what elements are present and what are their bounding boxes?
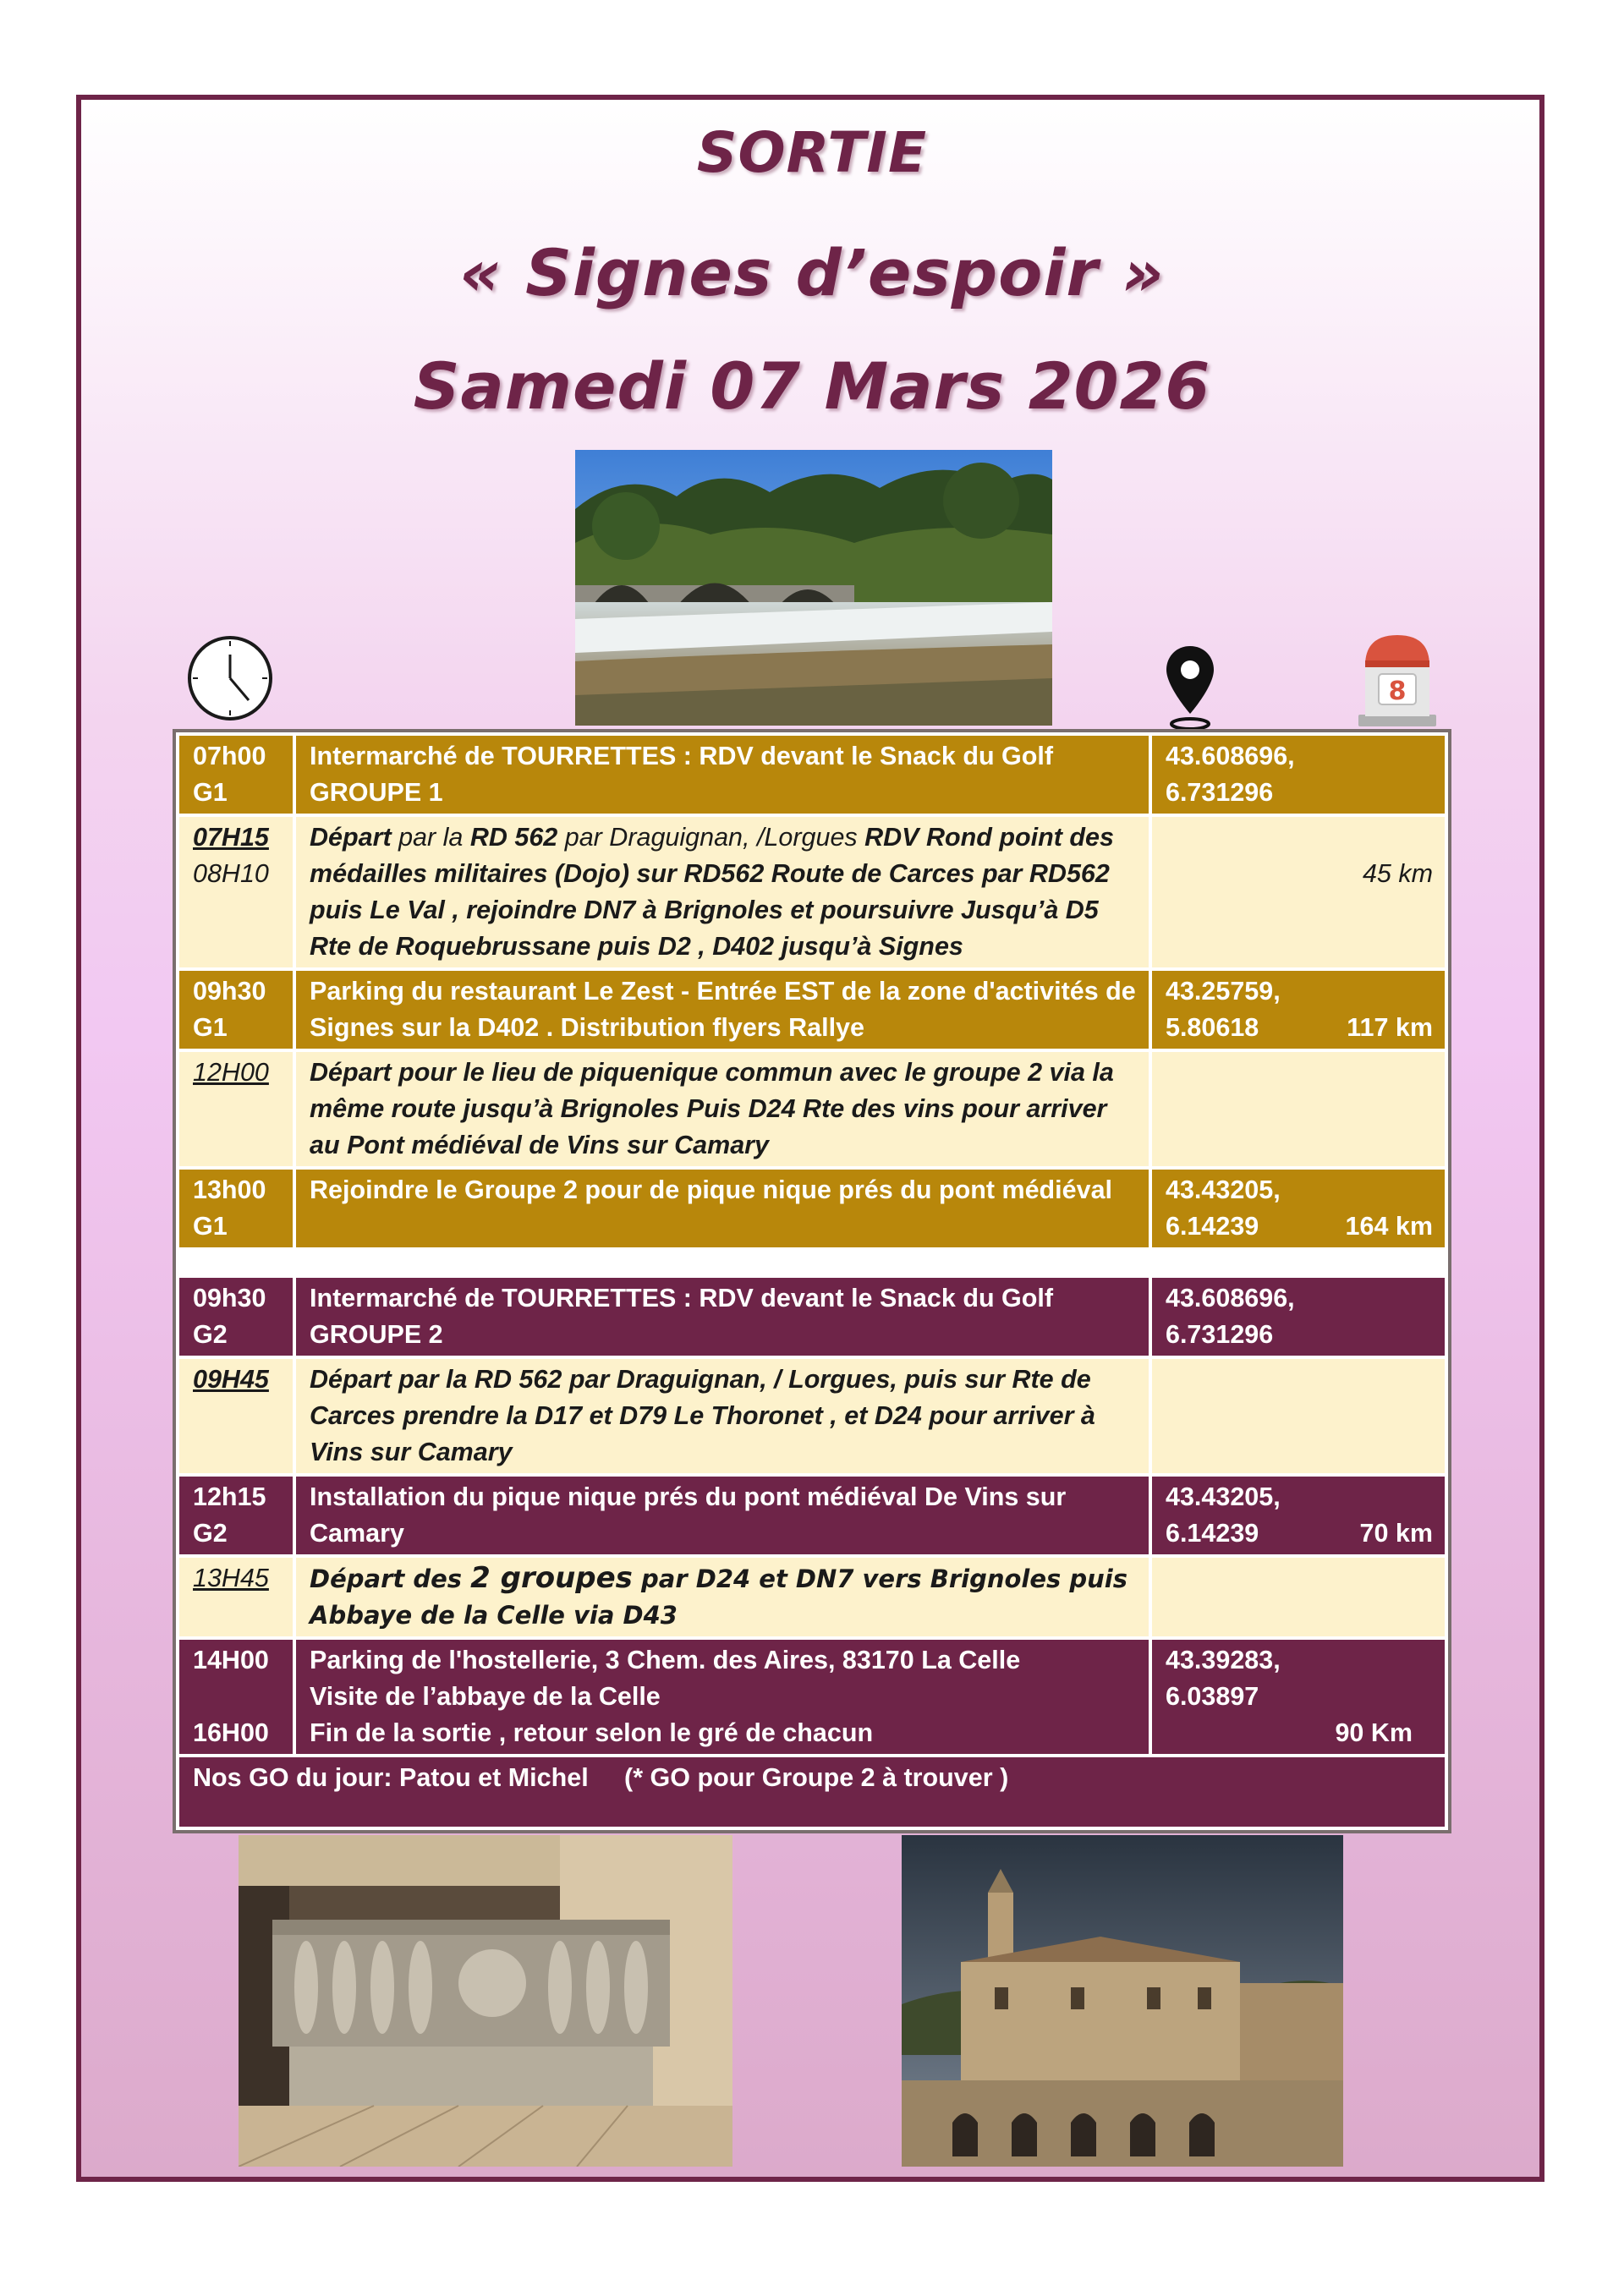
title-event-name: « Signes d’espoir » — [459, 235, 1165, 310]
coords-cell — [1150, 1638, 1446, 1756]
text-rd562: RD 562 — [469, 823, 558, 852]
description-line: Intermarché de TOURRETTES : RDV devant le Snack du Golf — [310, 1284, 1054, 1312]
time-cell — [178, 969, 294, 1050]
description-cell: Départ par la RD 562 par Draguignan, / Lorgues, puis sur Rte de Carces prendre la D17 et D79 Le Thoronet , et D24 pour arriver à Vins sur Camary — [294, 1357, 1150, 1475]
latitude: 43.43205, — [1166, 1482, 1281, 1511]
coords-cell — [1150, 1168, 1446, 1249]
time-cell — [178, 1475, 294, 1556]
description-line: Fin de la sortie , retour selon le gré de chacun — [310, 1718, 874, 1747]
table-row — [178, 1357, 1446, 1475]
time-value: 12H00 — [193, 1058, 269, 1087]
time-cell — [178, 1050, 294, 1168]
description-cell — [294, 1556, 1150, 1638]
time-value: 13h00 — [193, 1175, 266, 1204]
table-row — [178, 1638, 1446, 1756]
schedule-table — [176, 732, 1448, 1830]
latitude: 43.43205, — [1166, 1175, 1281, 1204]
description-cell: Rejoindre le Groupe 2 pour de pique nique prés du pont médiéval — [294, 1168, 1150, 1249]
title-sortie: SORTIE — [696, 120, 928, 185]
distance: 45 km — [1362, 859, 1433, 888]
time-cell — [178, 734, 294, 815]
time-value: 09h30 — [193, 1284, 266, 1312]
map-pin-icon — [1163, 643, 1217, 732]
abbey-photo — [902, 1835, 1343, 2167]
text-route: RDV Rond point des médailles militaires (Dojo) sur RD562 Route de Carces par RD562 puis Le Val , rejoindre DN7 à Brignoles et poursuivre Jusqu’à D5 Rte de Roquebrussane puis D2 , D402 jusqu’à Signes — [310, 823, 1114, 961]
text-route: par D24 et DN7 vers Brignoles puis Abbaye de la Celle via D43 — [310, 1564, 1128, 1630]
text-depart-des: Départ des — [310, 1564, 471, 1593]
distance: 117 km — [1347, 1013, 1433, 1042]
description-line: GROUPE 2 — [310, 1320, 443, 1349]
group-label: G1 — [193, 1212, 228, 1241]
time-value: 12h15 — [193, 1482, 266, 1511]
latitude: 43.39283, — [1166, 1646, 1281, 1674]
latitude: 43.25759, — [1166, 977, 1281, 1006]
blank-line — [193, 1679, 281, 1715]
longitude: 6.14239 — [1166, 1519, 1259, 1548]
table-row — [178, 969, 1446, 1050]
table-spacer — [178, 1249, 1446, 1276]
time-value: 09h30 — [193, 977, 266, 1006]
description-line: Intermarché de TOURRETTES : RDV devant le Snack du Golf — [310, 742, 1054, 770]
description-cell — [294, 815, 1150, 969]
latitude: 43.608696, — [1166, 742, 1295, 770]
table-row — [178, 1276, 1446, 1357]
distance: 70 km — [1359, 1519, 1433, 1548]
text-par: par Draguignan, /Lorgues — [557, 823, 865, 852]
time-value: 07H15 — [193, 823, 269, 852]
longitude: 6.731296 — [1166, 778, 1274, 807]
milestone-number: 8 — [1388, 677, 1407, 706]
description-line: GROUPE 1 — [310, 778, 443, 807]
time-cell — [178, 1276, 294, 1357]
sarcophagus-photo — [239, 1835, 732, 2167]
time-cell — [178, 1556, 294, 1638]
description-cell: Départ pour le lieu de piquenique commun avec le groupe 2 via la même route jusqu’à Brignoles Puis D24 Rte des vins pour arriver au Pont médiéval de Vins sur Camary — [294, 1050, 1150, 1168]
table-row — [178, 1556, 1446, 1638]
coords-cell — [1150, 1050, 1446, 1168]
clock-icon — [186, 634, 274, 722]
longitude: 6.731296 — [1166, 1320, 1274, 1349]
latitude: 43.608696, — [1166, 1284, 1295, 1312]
description-line: Visite de l’abbaye de la Celle — [310, 1682, 661, 1711]
group-label: G2 — [193, 1519, 228, 1548]
coords-cell — [1150, 1276, 1446, 1357]
title-date: Samedi 07 Mars 2026 — [413, 348, 1211, 424]
time-cell — [178, 1357, 294, 1475]
longitude: 6.03897 — [1166, 1682, 1259, 1711]
text-par-la: par la — [391, 823, 470, 852]
coords-cell — [1150, 1475, 1446, 1556]
coords-line — [1166, 1515, 1433, 1552]
time-cell — [178, 1168, 294, 1249]
table-row — [178, 1168, 1446, 1249]
text-2-groupes: 2 groupes — [470, 1561, 633, 1595]
time-value: 13H45 — [193, 1564, 269, 1592]
footer-row — [178, 1756, 1446, 1828]
table-row — [178, 734, 1446, 815]
time-value-secondary: 08H10 — [193, 859, 269, 888]
longitude: 5.80618 — [1166, 1013, 1259, 1042]
go-du-jour: Nos GO du jour: Patou et Michel (* GO pour Groupe 2 à trouver ) — [178, 1756, 1446, 1828]
coords-line — [1166, 1208, 1433, 1245]
coords-line — [1166, 1010, 1433, 1046]
coords-cell — [1150, 1357, 1446, 1475]
description-line: Parking de l'hostellerie, 3 Chem. des Aires, 83170 La Celle — [310, 1646, 1021, 1674]
group-label: G1 — [193, 778, 228, 807]
time-cell — [178, 1638, 294, 1756]
text-depart: Départ — [310, 823, 392, 852]
time-cell — [178, 815, 294, 969]
description-cell — [294, 1276, 1150, 1357]
group-label: G1 — [193, 1013, 228, 1042]
description-cell — [294, 734, 1150, 815]
distance: 164 km — [1345, 1212, 1433, 1241]
table-row — [178, 1050, 1446, 1168]
description-cell — [294, 1638, 1150, 1756]
milestone-icon — [1353, 630, 1441, 732]
time-value-end: 16H00 — [193, 1718, 269, 1747]
time-value: 14H00 — [193, 1646, 269, 1674]
description-cell: Installation du pique nique prés du pont médiéval De Vins sur Camary — [294, 1475, 1150, 1556]
coords-cell — [1150, 734, 1446, 815]
coords-cell — [1150, 815, 1446, 969]
distance: 90 Km — [1335, 1718, 1413, 1747]
coords-cell — [1150, 969, 1446, 1050]
longitude: 6.14239 — [1166, 1212, 1259, 1241]
group-label: G2 — [193, 1320, 228, 1349]
table-row — [178, 1475, 1446, 1556]
coords-cell — [1150, 1556, 1446, 1638]
description-cell: Parking du restaurant Le Zest - Entrée EST de la zone d'activités de Signes sur la D402 . Distribution flyers Rallye — [294, 969, 1150, 1050]
time-value: 09H45 — [193, 1365, 269, 1394]
time-value: 07h00 — [193, 742, 266, 770]
table-row — [178, 815, 1446, 969]
bridge-river-photo — [575, 450, 1052, 726]
